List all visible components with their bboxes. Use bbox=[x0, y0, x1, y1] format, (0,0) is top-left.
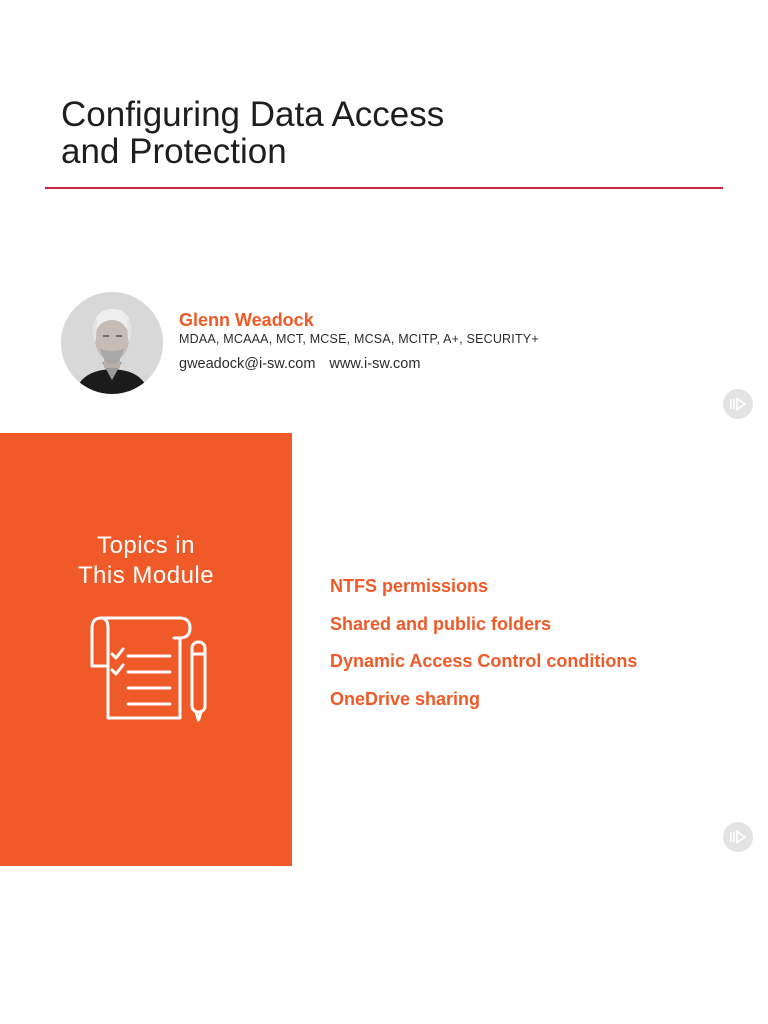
author-avatar bbox=[61, 292, 163, 394]
author-contact bbox=[179, 356, 420, 372]
author-email[interactable]: gweadock@i-sw.com bbox=[179, 356, 316, 372]
topic-item: OneDrive sharing bbox=[330, 688, 481, 709]
play-icon bbox=[729, 397, 747, 411]
topic-item: NTFS permissions bbox=[330, 576, 489, 596]
author-credentials: MDAA, MCAAA, MCT, MCSE, MCSA, MCITP, A+, SECURITY+ bbox=[179, 332, 539, 346]
author-name: Glenn Weadock bbox=[179, 310, 314, 330]
topics-heading bbox=[0, 531, 292, 591]
author-website[interactable]: www.i-sw.com bbox=[329, 356, 421, 372]
topic-item: Shared and public folders bbox=[330, 613, 552, 634]
checklist-with-pen-icon bbox=[88, 614, 212, 726]
topics-heading-line-2: This Module bbox=[77, 562, 215, 589]
play-icon bbox=[729, 830, 747, 844]
topics-heading-line-1: Topics in bbox=[97, 532, 195, 559]
topics-list bbox=[330, 574, 637, 724]
title-divider bbox=[45, 187, 723, 189]
slide-title-line-2: and Protection bbox=[61, 132, 287, 171]
slide-title-line-1: Configuring Data Access bbox=[61, 95, 445, 134]
topics-panel bbox=[0, 433, 292, 866]
slide-title bbox=[61, 96, 444, 170]
play-button[interactable] bbox=[723, 822, 753, 852]
topic-item: Dynamic Access Control conditions bbox=[330, 651, 638, 671]
play-button[interactable] bbox=[723, 389, 753, 419]
